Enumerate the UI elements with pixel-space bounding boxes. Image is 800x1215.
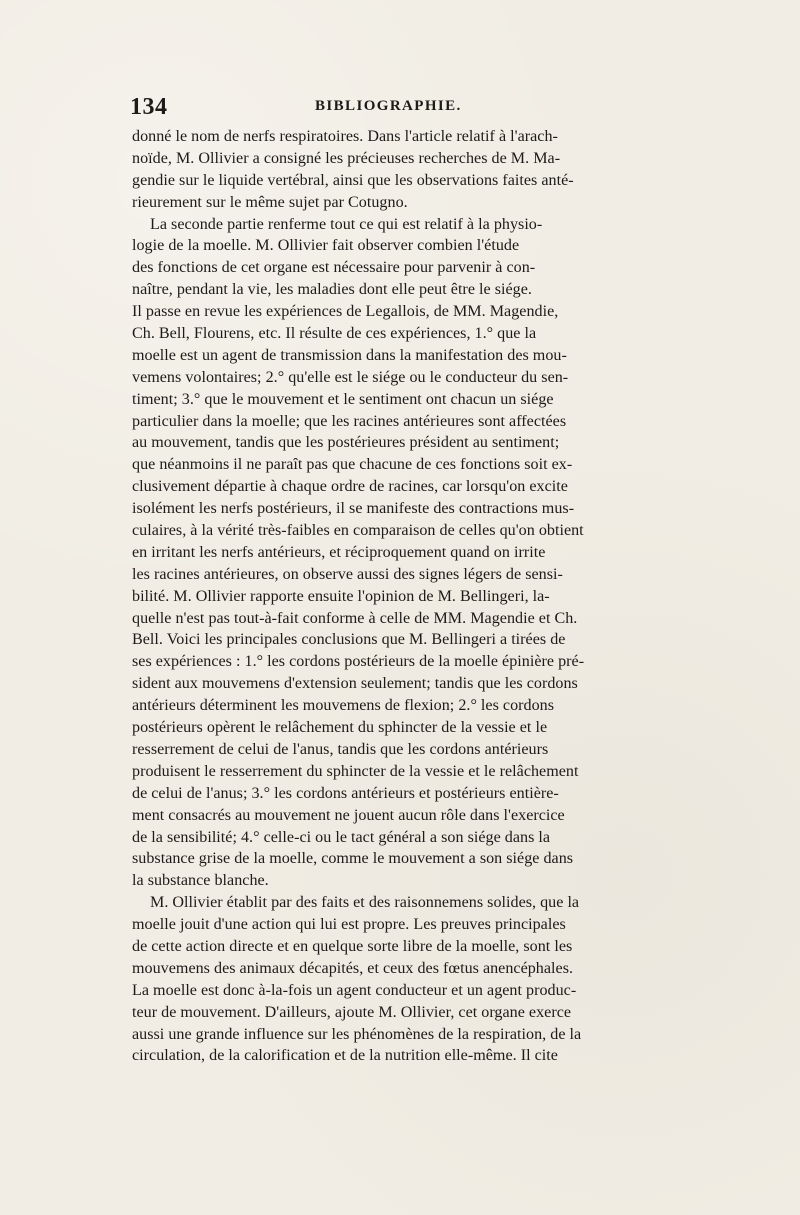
text-line: en irritant les nerfs antérieurs, et réciproquement quand on irrite (132, 543, 546, 561)
text-line: La moelle est donc à-la-fois un agent conducteur et un agent produc- (132, 981, 577, 999)
text-line: mouvemens des animaux décapités, et ceux des fœtus anencéphales. (132, 959, 574, 977)
text-line: de celui de l'anus; 3.° les cordons antérieurs et postérieurs entière- (132, 784, 559, 802)
text-line: quelle n'est pas tout-à-fait conforme à celle de MM. Magendie et Ch. (132, 609, 578, 627)
text-line: bilité. M. Ollivier rapporte ensuite l'opinion de M. Bellingeri, la- (132, 587, 550, 605)
text-line: des fonctions de cet organe est nécessaire pour parvenir à con- (132, 259, 536, 277)
text-line: clusivement départie à chaque ordre de racines, car lorsqu'on excite (132, 478, 568, 496)
text-line: la substance blanche. (132, 872, 269, 890)
text-line: ment consacrés au mouvement ne jouent aucun rôle dans l'exercice (132, 806, 565, 824)
text-line: circulation, de la calorification et de la nutrition elle-même. Il cite (132, 1047, 558, 1065)
text-line: produisent le resserrement du sphincter de la vessie et le relâchement (132, 762, 579, 780)
text-line: de cette action directe et en quelque sorte libre de la moelle, sont les (132, 937, 573, 955)
text-line: donné le nom de nerfs respiratoires. Dans l'article relatif à l'arach- (132, 128, 558, 145)
page-header (130, 94, 685, 122)
text-line: logie de la moelle. M. Ollivier fait observer combien l'étude (132, 237, 520, 255)
text-line: timent; 3.° que le mouvement et le sentiment ont chacun un siége (132, 390, 554, 408)
text-line: M. Ollivier établit par des faits et des raisonnemens solides, que la (150, 894, 580, 912)
text-line: gendie sur le liquide vertébral, ainsi que les observations faites anté- (132, 171, 574, 189)
text-line: les racines antérieures, on observe aussi des signes légers de sensi- (132, 565, 563, 583)
text-line: resserrement de celui de l'anus, tandis que les cordons antérieurs (132, 740, 549, 758)
text-line: particulier dans la moelle; que les racines antérieures sont affectées (132, 412, 567, 430)
text-line: moelle est un agent de transmission dans la manifestation des mou- (132, 346, 567, 364)
text-line: substance grise de la moelle, comme le mouvement a son siége dans (132, 850, 574, 868)
text-line: La seconde partie renferme tout ce qui est relatif à la physio- (150, 215, 543, 233)
text-line: aussi une grande influence sur les phénomènes de la respiration, de la (132, 1025, 582, 1043)
bottom-margin (0, 1195, 800, 1215)
text-line: noïde, M. Ollivier a consigné les précieuses recherches de M. Ma- (132, 149, 561, 167)
body-text (132, 126, 680, 1067)
text-line: rieurement sur le même sujet par Cotugno. (132, 193, 408, 211)
text-line: moelle jouit d'une action qui lui est propre. Les preuves principales (132, 916, 566, 934)
text-line: isolément les nerfs postérieurs, il se manifeste des contractions mus- (132, 500, 575, 518)
text-line: de la sensibilité; 4.° celle-ci ou le tact général a son siége dans la (132, 828, 551, 846)
text-line: Il passe en revue les expériences de Legallois, de MM. Magendie, (132, 303, 559, 321)
text-line: naître, pendant la vie, les maladies dont elle peut être le siége. (132, 281, 532, 299)
running-head: BIBLIOGRAPHIE. (315, 98, 462, 114)
text-line: postérieurs opèrent le relâchement du sphincter de la vessie et le (132, 719, 548, 737)
text-line: au mouvement, tandis que les postérieures président au sentiment; (132, 434, 560, 452)
page-number: 134 (130, 94, 168, 120)
text-line: teur de mouvement. D'ailleurs, ajoute M. Ollivier, cet organe exerce (132, 1003, 572, 1021)
text-line: vemens volontaires; 2.° qu'elle est le siége ou le conducteur du sen- (132, 368, 569, 386)
text-line: antérieurs déterminent les mouvemens de flexion; 2.° les cordons (132, 697, 555, 715)
text-line: Bell. Voici les principales conclusions que M. Bellingeri a tirées de (132, 631, 566, 649)
text-line: Ch. Bell, Flourens, etc. Il résulte de ces expériences, 1.° que la (132, 325, 537, 343)
text-line: que néanmoins il ne paraît pas que chacune de ces fonctions soit ex- (132, 456, 573, 474)
text-line: culaires, à la vérité très-faibles en comparaison de celles qu'on obtient (132, 522, 584, 540)
text-line: ses expériences : 1.° les cordons postérieurs de la moelle épinière pré- (132, 653, 585, 671)
text-line: sident aux mouvemens d'extension seulement; tandis que les cordons (132, 675, 578, 693)
